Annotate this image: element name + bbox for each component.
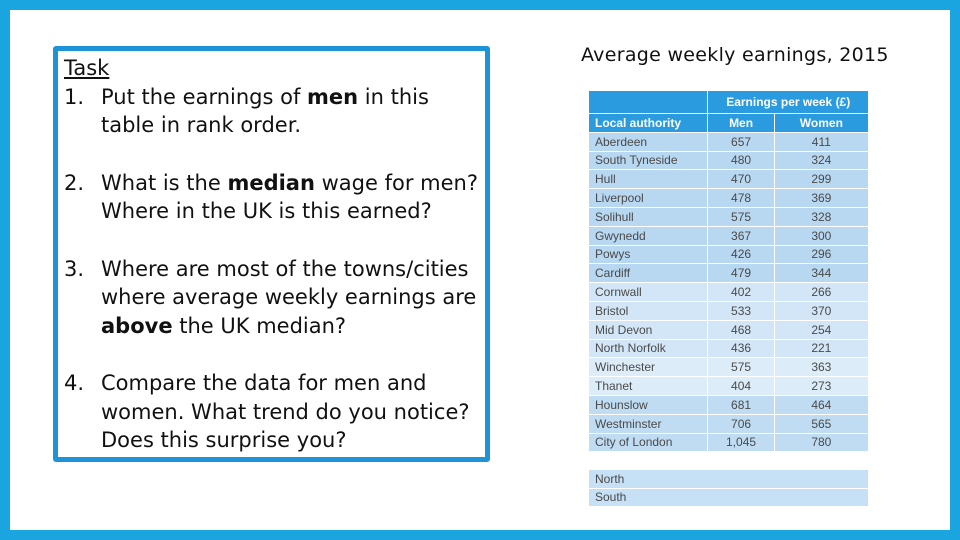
cell-women: 296	[774, 245, 868, 264]
cell-local-authority: Powys	[589, 245, 708, 264]
cell-men: 533	[708, 301, 774, 320]
table-row	[589, 358, 869, 377]
column-header-women: Women	[774, 114, 868, 133]
cell-women: 273	[774, 377, 868, 396]
cell-local-authority: Hull	[589, 170, 708, 189]
table-row	[589, 488, 869, 507]
table-row	[589, 377, 869, 396]
cell-men: 480	[708, 151, 774, 170]
cell-men: 1,045	[708, 433, 774, 452]
cell-women: 300	[774, 226, 868, 245]
earnings-table-wrapper	[588, 90, 870, 452]
cell-women: 266	[774, 283, 868, 302]
cell-local-authority: Cornwall	[589, 283, 708, 302]
cell-women: 369	[774, 189, 868, 208]
cell-local-authority: South Tyneside	[589, 151, 708, 170]
table-row	[589, 264, 869, 283]
cell-men: 657	[708, 132, 774, 151]
cell-women: 254	[774, 320, 868, 339]
cell-men: 575	[708, 358, 774, 377]
question-3	[64, 255, 479, 341]
table-row	[589, 189, 869, 208]
cell-local-authority: Winchester	[589, 358, 708, 377]
table-row	[589, 207, 869, 226]
header-blank-cell	[589, 91, 708, 114]
cell-men: 575	[708, 207, 774, 226]
cell-men: 470	[708, 170, 774, 189]
column-header-area: Local authority	[589, 114, 708, 133]
cell-women: 328	[774, 207, 868, 226]
table-row	[589, 470, 869, 489]
cell-women: 363	[774, 358, 868, 377]
table-row	[589, 283, 869, 302]
cell-local-authority: Solihull	[589, 207, 708, 226]
table-row	[589, 245, 869, 264]
question-emphasis: men	[307, 84, 359, 109]
cell-women: 411	[774, 132, 868, 151]
question-1	[64, 83, 479, 140]
question-2	[64, 169, 479, 226]
table-row	[589, 320, 869, 339]
cell-local-authority: Hounslow	[589, 395, 708, 414]
question-text: the UK median?	[172, 313, 347, 338]
cell-women: 780	[774, 433, 868, 452]
cell-women: 299	[774, 170, 868, 189]
cell-local-authority: Mid Devon	[589, 320, 708, 339]
table-row	[589, 226, 869, 245]
question-number: 3.	[64, 256, 85, 281]
cell-men: 681	[708, 395, 774, 414]
table-row	[589, 170, 869, 189]
question-text: in this table in rank order.	[101, 84, 429, 137]
question-4	[64, 369, 479, 455]
cell-women: 221	[774, 339, 868, 358]
region-label: South	[589, 488, 869, 507]
cell-men: 479	[708, 264, 774, 283]
group-header: Earnings per week (£)	[708, 91, 869, 114]
table-row	[589, 433, 869, 452]
cell-women: 565	[774, 414, 868, 433]
cell-men: 468	[708, 320, 774, 339]
question-number: 1.	[64, 84, 85, 109]
question-text: Where are most of the towns/cities where average weekly earnings are	[101, 256, 477, 309]
cell-women: 370	[774, 301, 868, 320]
cell-local-authority: Liverpool	[589, 189, 708, 208]
cell-local-authority: Cardiff	[589, 264, 708, 283]
question-emphasis: above	[101, 313, 173, 338]
cell-men: 402	[708, 283, 774, 302]
cell-local-authority: North Norfolk	[589, 339, 708, 358]
question-number: 4.	[64, 371, 85, 395]
task-box	[53, 46, 490, 462]
cell-local-authority: City of London	[589, 433, 708, 452]
cell-local-authority: Thanet	[589, 377, 708, 396]
table-row	[589, 151, 869, 170]
table-row	[589, 339, 869, 358]
table-body	[589, 132, 869, 452]
cell-men: 706	[708, 414, 774, 433]
table-row	[589, 132, 869, 151]
region-label: North	[589, 470, 869, 489]
question-emphasis: median	[227, 170, 315, 195]
cell-local-authority: Westminster	[589, 414, 708, 433]
question-text: What is the	[101, 170, 228, 195]
question-number: 2.	[64, 170, 85, 195]
question-text: Put the earnings of	[101, 84, 308, 109]
cell-women: 324	[774, 151, 868, 170]
table-row	[589, 395, 869, 414]
task-title: Task	[64, 56, 110, 80]
cell-men: 426	[708, 245, 774, 264]
cell-men: 436	[708, 339, 774, 358]
table-row	[589, 414, 869, 433]
cell-women: 464	[774, 395, 868, 414]
earnings-table	[588, 90, 869, 452]
cell-local-authority: Aberdeen	[589, 132, 708, 151]
cell-local-authority: Bristol	[589, 301, 708, 320]
cell-men: 404	[708, 377, 774, 396]
column-header-men: Men	[708, 114, 774, 133]
cell-men: 367	[708, 226, 774, 245]
table-title: Average weekly earnings, 2015	[581, 44, 889, 66]
table-row	[589, 301, 869, 320]
slide	[10, 10, 950, 530]
cell-women: 344	[774, 264, 868, 283]
cell-local-authority: Gwynedd	[589, 226, 708, 245]
regions-table	[588, 469, 869, 507]
cell-men: 478	[708, 189, 774, 208]
question-text: wage for men? Where in the UK is this earned?	[101, 170, 478, 223]
question-text: Compare the data for men and women. What trend do you notice? Does this surprise you?	[101, 371, 470, 452]
